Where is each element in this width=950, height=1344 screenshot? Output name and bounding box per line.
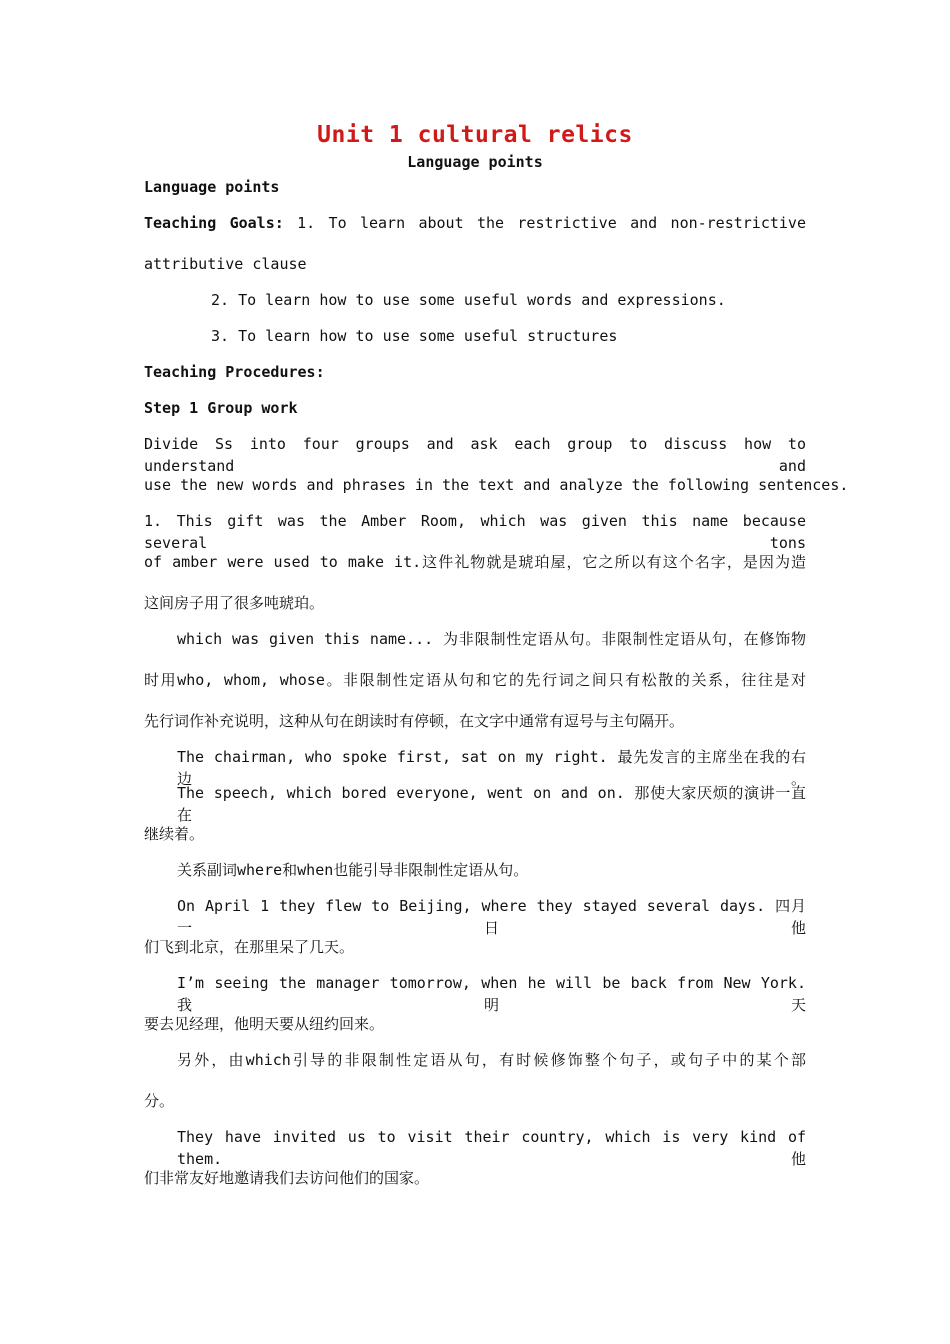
teaching-goals-line	[144, 212, 806, 234]
goal-1-text: 1. To learn about the restrictive and non-restrictive	[297, 214, 806, 232]
procedures-label: Teaching Procedures:	[144, 363, 325, 381]
document-title: Unit 1 cultural relics	[317, 122, 633, 148]
explanation-paragraph: which was given this name... 为非限制性定语从句。非限制性定语从句，在修饰物	[177, 630, 806, 648]
step-1-text: use the new words and phrases in the text and analyze the following sentences.	[144, 476, 849, 494]
document-subtitle: Language points	[407, 153, 543, 171]
sentence-1: 1. This gift was the Amber Room, which was given this name because several tons	[144, 512, 806, 552]
relative-adverb-note: 关系副词where和when也能引导非限制性定语从句。	[177, 861, 529, 879]
example-sentence: They have invited us to visit their country, which is very kind of them. 他	[177, 1128, 806, 1168]
step-1-label: Step 1 Group work	[144, 399, 298, 417]
example-sentence: I’m seeing the manager tomorrow, when he will be back from New York. 我明天	[177, 974, 806, 1014]
example-sentence: The speech, which bored everyone, went on and on. 那使大家厌烦的演讲一直在	[177, 784, 806, 824]
example-sentence: 继续着。	[144, 825, 205, 843]
step-1-text: Divide Ss into four groups and ask each group to discuss how to understand and	[144, 435, 806, 475]
section-label: Language points	[144, 178, 280, 196]
teaching-goals-label: Teaching Goals:	[144, 214, 284, 232]
sentence-1: 这间房子用了很多吨琥珀。	[144, 594, 325, 612]
goal-1-continuation: attributive clause	[144, 255, 307, 273]
which-note: 分。	[144, 1092, 175, 1110]
example-sentence: On April 1 they flew to Beijing, where they stayed several days. 四月一日他	[177, 897, 806, 937]
sentence-1: of amber were used to make it.这件礼物就是琥珀屋，它之所以有这个名字，是因为造	[144, 553, 806, 571]
goal-3: 3. To learn how to use some useful structures	[211, 327, 618, 345]
explanation-paragraph: 时用who, whom, whose。非限制性定语从句和它的先行词之间只有松散的关系，往往是对	[144, 671, 806, 689]
which-note: 另外，由which引导的非限制性定语从句，有时候修饰整个句子，或句子中的某个部	[177, 1051, 806, 1069]
goal-2: 2. To learn how to use some useful words and expressions.	[211, 291, 726, 309]
explanation-paragraph: 先行词作补充说明，这种从句在朗读时有停顿，在文字中通常有逗号与主句隔开。	[144, 712, 685, 730]
example-sentence: 们非常友好地邀请我们去访问他们的国家。	[144, 1169, 430, 1187]
example-sentence: The chairman, who spoke first, sat on my right. 最先发言的主席坐在我的右边。	[177, 748, 806, 788]
example-sentence: 要去见经理，他明天要从纽约回来。	[144, 1015, 385, 1033]
example-sentence: 们飞到北京，在那里呆了几天。	[144, 938, 355, 956]
